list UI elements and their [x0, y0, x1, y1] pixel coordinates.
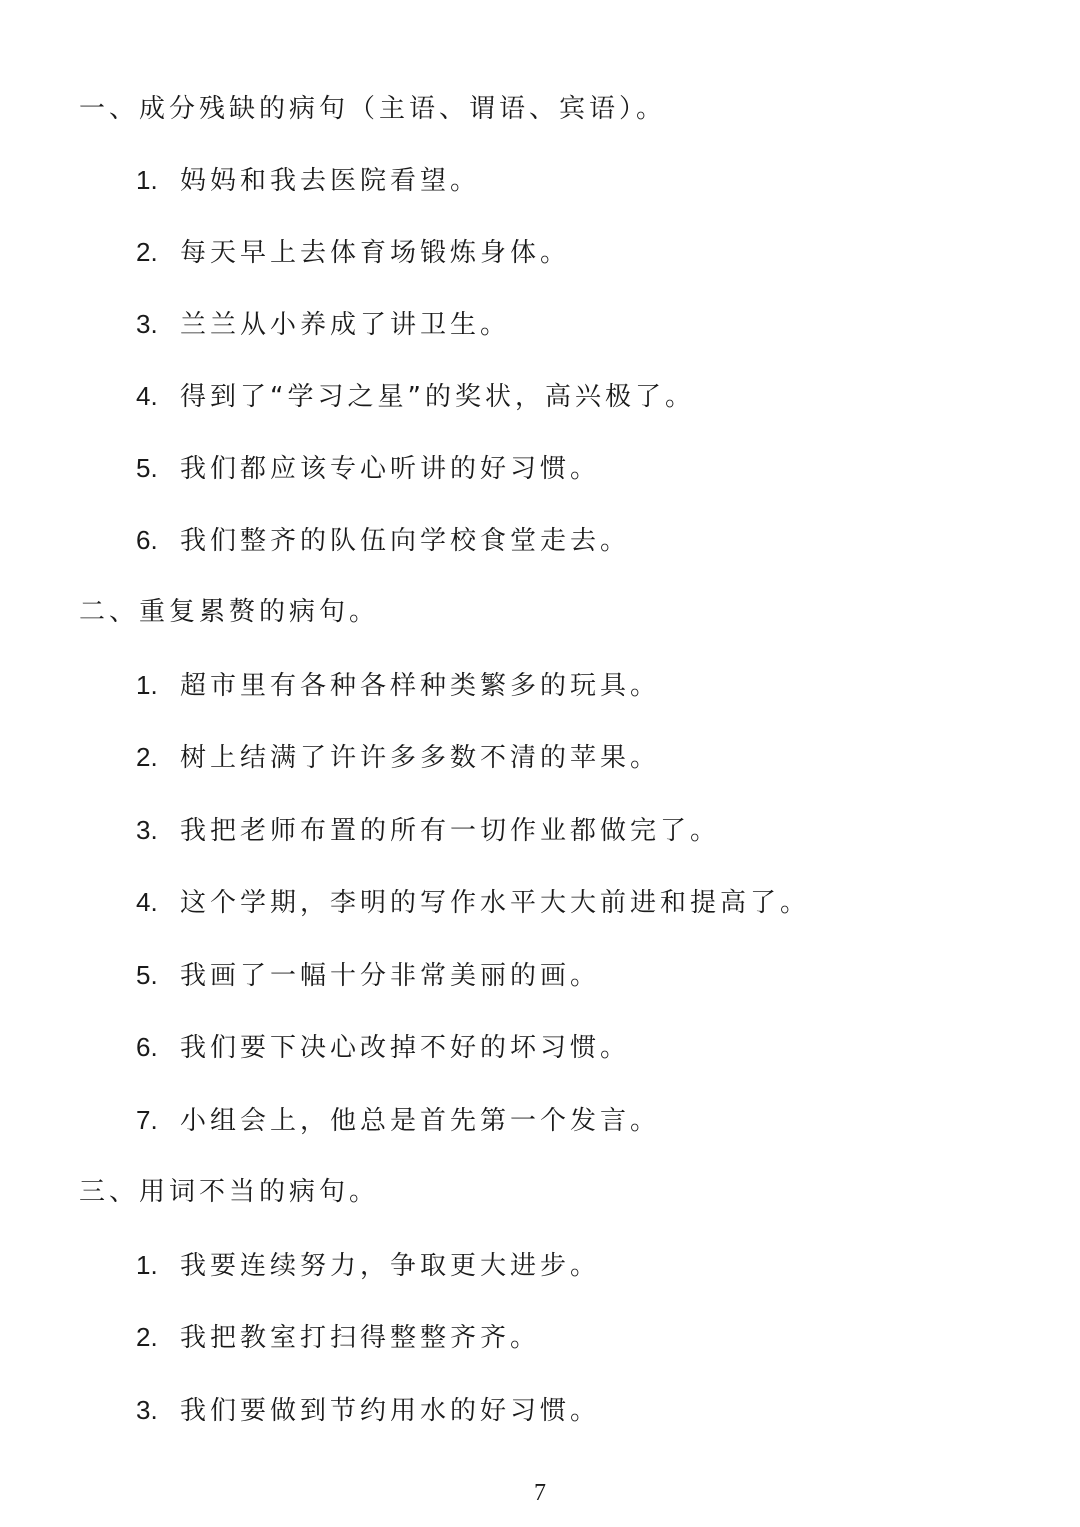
item-number: 6.: [136, 525, 158, 555]
item-text: 我们要做到节约用水的好习惯。: [180, 1396, 601, 1426]
list-item: [136, 1319, 540, 1355]
item-text: 妈妈和我去医院看望。: [180, 166, 481, 196]
list-item: [136, 1029, 630, 1065]
list-item: [136, 1102, 660, 1138]
item-text: 这个学期，李明的写作水平大大前进和提高了。: [180, 888, 811, 918]
item-text: 我把教室打扫得整整齐齐。: [180, 1323, 541, 1353]
list-item: [136, 162, 480, 198]
item-number: 5.: [136, 453, 158, 483]
item-text: 我画了一幅十分非常美丽的画。: [180, 961, 601, 991]
item-text: 我把老师布置的所有一切作业都做完了。: [180, 816, 721, 846]
item-number: 1.: [136, 165, 158, 195]
item-number: 6.: [136, 1032, 158, 1062]
item-number: 5.: [136, 960, 158, 990]
item-text: 我们整齐的队伍向学校食堂走去。: [180, 526, 631, 556]
item-text: 小组会上，他总是首先第一个发言。: [180, 1106, 661, 1136]
item-number: 3.: [136, 309, 158, 339]
item-number: 3.: [136, 1395, 158, 1425]
section-heading-3: 三、用词不当的病句。: [79, 1177, 380, 1207]
list-item: [136, 812, 720, 848]
list-item: [136, 234, 570, 270]
list-item: [136, 739, 660, 775]
section-heading-2: 二、重复累赘的病句。: [79, 597, 380, 627]
item-text: 兰兰从小养成了讲卫生。: [180, 310, 511, 340]
item-number: 1.: [136, 670, 158, 700]
item-number: 2.: [136, 742, 158, 772]
item-text: 树上结满了许许多多数不清的苹果。: [180, 743, 661, 773]
item-number: 7.: [136, 1105, 158, 1135]
page-number: 7: [534, 1480, 546, 1506]
item-number: 4.: [136, 887, 158, 917]
item-text: 我要连续努力，争取更大进步。: [180, 1251, 601, 1281]
list-item: [136, 1392, 600, 1428]
item-number: 2.: [136, 1322, 158, 1352]
list-item: [136, 884, 810, 920]
item-number: 4.: [136, 381, 158, 411]
section-heading-1: 一、成分残缺的病句（主语、谓语、宾语）。: [79, 94, 667, 124]
item-number: 1.: [136, 1250, 158, 1280]
item-number: 3.: [136, 815, 158, 845]
list-item: [136, 957, 600, 993]
list-item: [136, 667, 660, 703]
item-text: 得到了“学习之星”的奖状，高兴极了。: [180, 382, 695, 412]
list-item: [136, 1247, 600, 1283]
list-item: [136, 450, 600, 486]
item-number: 2.: [136, 237, 158, 267]
item-text: 我们要下决心改掉不好的坏习惯。: [180, 1033, 631, 1063]
list-item: [136, 306, 510, 342]
list-item: [136, 522, 630, 558]
list-item: [136, 378, 695, 414]
item-text: 我们都应该专心听讲的好习惯。: [180, 454, 601, 484]
item-text: 每天早上去体育场锻炼身体。: [180, 238, 571, 268]
item-text: 超市里有各种各样种类繁多的玩具。: [180, 671, 661, 701]
